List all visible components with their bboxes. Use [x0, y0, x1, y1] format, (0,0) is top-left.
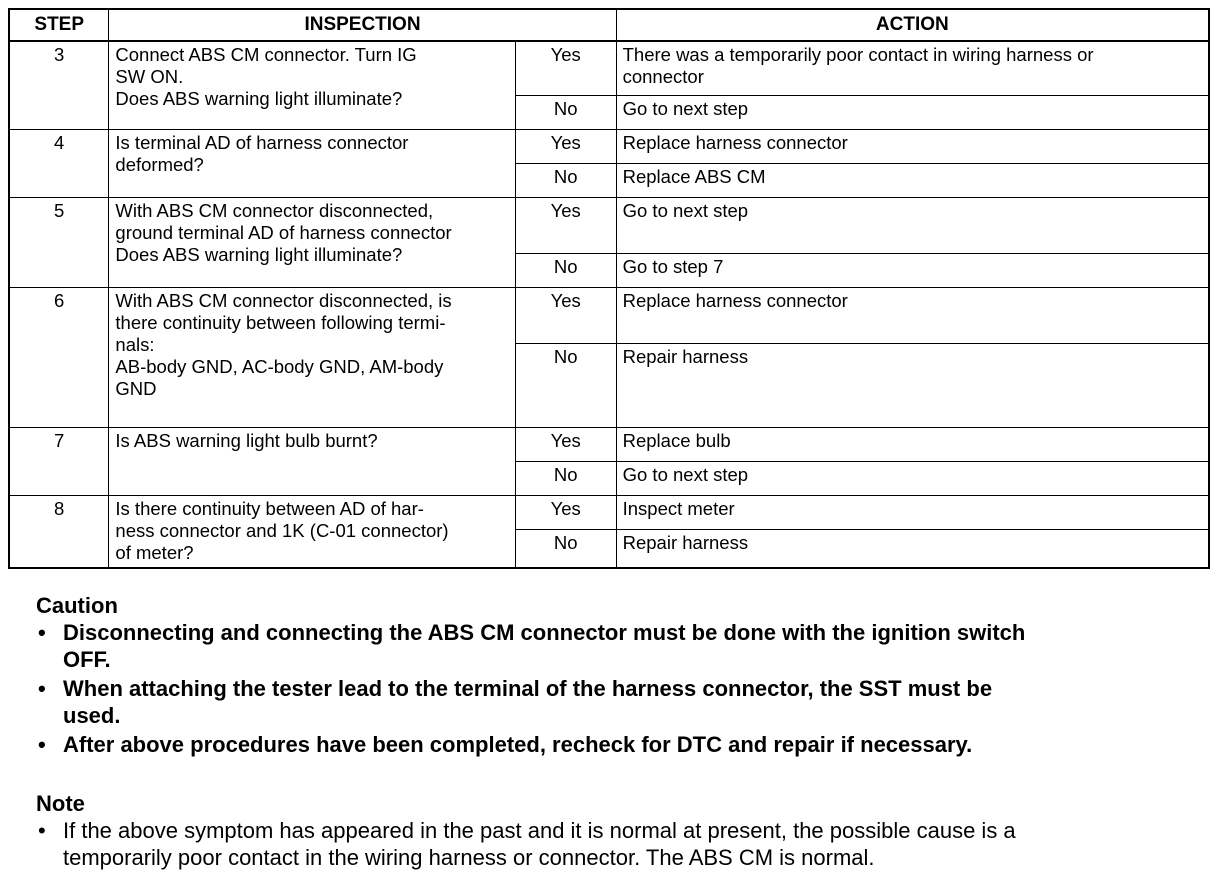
yes-action-line: Replace harness connector	[622, 131, 848, 153]
inspection-text-line: there continuity between following termi-	[115, 311, 446, 333]
yes-label: Yes	[515, 41, 616, 95]
inspection-text-line: ground terminal AD of harness connector	[115, 221, 452, 243]
inspection-text-line: SW ON.	[115, 66, 184, 87]
step-number: 5	[9, 197, 109, 287]
no-action	[616, 95, 1209, 129]
inspection-text-line: AB-body GND, AC-body GND, AM-body	[115, 355, 444, 377]
yes-action-line: Go to next step	[622, 199, 749, 221]
step-number: 4	[9, 129, 109, 197]
inspection-text-line: With ABS CM connector disconnected,	[115, 199, 434, 221]
yes-action-line: Replace harness connector	[622, 289, 848, 311]
inspection-text	[109, 197, 515, 287]
caution-list	[36, 619, 1211, 758]
note-item-line: If the above symptom has appeared in the past and it is normal at present, the possible cause is a	[63, 818, 1016, 843]
no-action-line: Go to step 7	[622, 255, 724, 277]
inspection-text	[109, 427, 515, 495]
caution-item-line: OFF.	[63, 647, 111, 672]
inspection-text-line: nals:	[115, 333, 155, 355]
no-action-line: Go to next step	[622, 463, 749, 485]
inspection-table	[8, 8, 1210, 569]
no-action	[616, 163, 1209, 197]
yes-action	[616, 197, 1209, 253]
inspection-text	[109, 129, 515, 197]
no-action-line: Repair harness	[622, 345, 749, 367]
yes-action-line: Inspect meter	[622, 497, 735, 519]
step-number: 6	[9, 287, 109, 427]
caution-section	[36, 592, 1211, 760]
step-number: 3	[9, 41, 109, 129]
bullet-icon: •	[38, 732, 46, 757]
inspection-text-line: Connect ABS CM connector. Turn IG	[115, 44, 417, 65]
no-label: No	[515, 95, 616, 129]
note-list	[36, 817, 1211, 871]
no-action-line: Go to next step	[622, 97, 749, 119]
inspection-text	[109, 495, 515, 568]
yes-label: Yes	[515, 287, 616, 343]
inspection-text-line: With ABS CM connector disconnected, is	[115, 289, 452, 311]
table-row	[9, 495, 1209, 529]
header-action: ACTION	[616, 9, 1209, 41]
yes-label: Yes	[515, 427, 616, 461]
table-row	[9, 41, 1209, 95]
note-item-line: temporarily poor contact in the wiring harness or connector. The ABS CM is normal.	[63, 845, 875, 870]
no-label: No	[515, 529, 616, 567]
inspection-text-line: Is terminal AD of harness connector	[115, 131, 409, 153]
yes-label: Yes	[515, 495, 616, 529]
step-number: 7	[9, 427, 109, 495]
yes-action	[616, 129, 1209, 163]
caution-item-line: After above procedures have been completed, recheck for DTC and repair if necessary.	[63, 732, 973, 757]
no-action	[616, 461, 1209, 495]
no-action	[616, 343, 1209, 427]
inspection-text-line: of meter?	[115, 541, 194, 563]
inspection-text-line: Is there continuity between AD of har-	[115, 497, 424, 519]
bullet-icon: •	[38, 818, 46, 843]
table-row	[9, 427, 1209, 461]
table-row	[9, 129, 1209, 163]
no-label: No	[515, 253, 616, 287]
yes-action-line: There was a temporarily poor contact in wiring harness or	[622, 44, 1094, 65]
step-number: 8	[9, 495, 109, 568]
caution-item-line: Disconnecting and connecting the ABS CM connector must be done with the ignition switch	[63, 620, 1026, 645]
inspection-text-line: Is ABS warning light bulb burnt?	[115, 429, 378, 451]
yes-action	[616, 427, 1209, 461]
note-title: Note	[36, 791, 85, 816]
yes-action	[616, 41, 1209, 95]
inspection-text-line: GND	[115, 377, 157, 399]
note-section	[36, 790, 1211, 873]
yes-label: Yes	[515, 129, 616, 163]
yes-action-line: Replace bulb	[622, 429, 731, 451]
caution-item	[36, 619, 1211, 673]
yes-label: Yes	[515, 197, 616, 253]
inspection-text	[109, 287, 515, 427]
bullet-icon: •	[38, 676, 46, 701]
header-step: STEP	[9, 9, 109, 41]
header-inspection: INSPECTION	[109, 9, 616, 41]
caution-item-line: used.	[63, 703, 121, 728]
table-row	[9, 197, 1209, 253]
inspection-text-line: ness connector and 1K (C-01 connector)	[115, 519, 449, 541]
inspection-text-line: Does ABS warning light illuminate?	[115, 88, 403, 109]
yes-action-line: connector	[622, 66, 704, 87]
no-action	[616, 529, 1209, 567]
yes-action	[616, 495, 1209, 529]
inspection-text	[109, 41, 515, 129]
caution-item	[36, 731, 1211, 758]
caution-title: Caution	[36, 593, 118, 618]
no-label: No	[515, 163, 616, 197]
caution-item	[36, 675, 1211, 729]
table-row	[9, 287, 1209, 343]
bullet-icon: •	[38, 620, 46, 645]
no-action	[616, 253, 1209, 287]
no-action-line: Repair harness	[622, 531, 749, 553]
no-action-line: Replace ABS CM	[622, 165, 766, 187]
note-item	[36, 817, 1211, 871]
yes-action	[616, 287, 1209, 343]
table-body	[9, 41, 1209, 568]
table-header-row	[9, 9, 1209, 41]
caution-item-line: When attaching the tester lead to the terminal of the harness connector, the SST must be	[63, 676, 993, 701]
no-label: No	[515, 461, 616, 495]
no-label: No	[515, 343, 616, 427]
inspection-text-line: deformed?	[115, 153, 204, 175]
inspection-text-line: Does ABS warning light illuminate?	[115, 243, 403, 265]
